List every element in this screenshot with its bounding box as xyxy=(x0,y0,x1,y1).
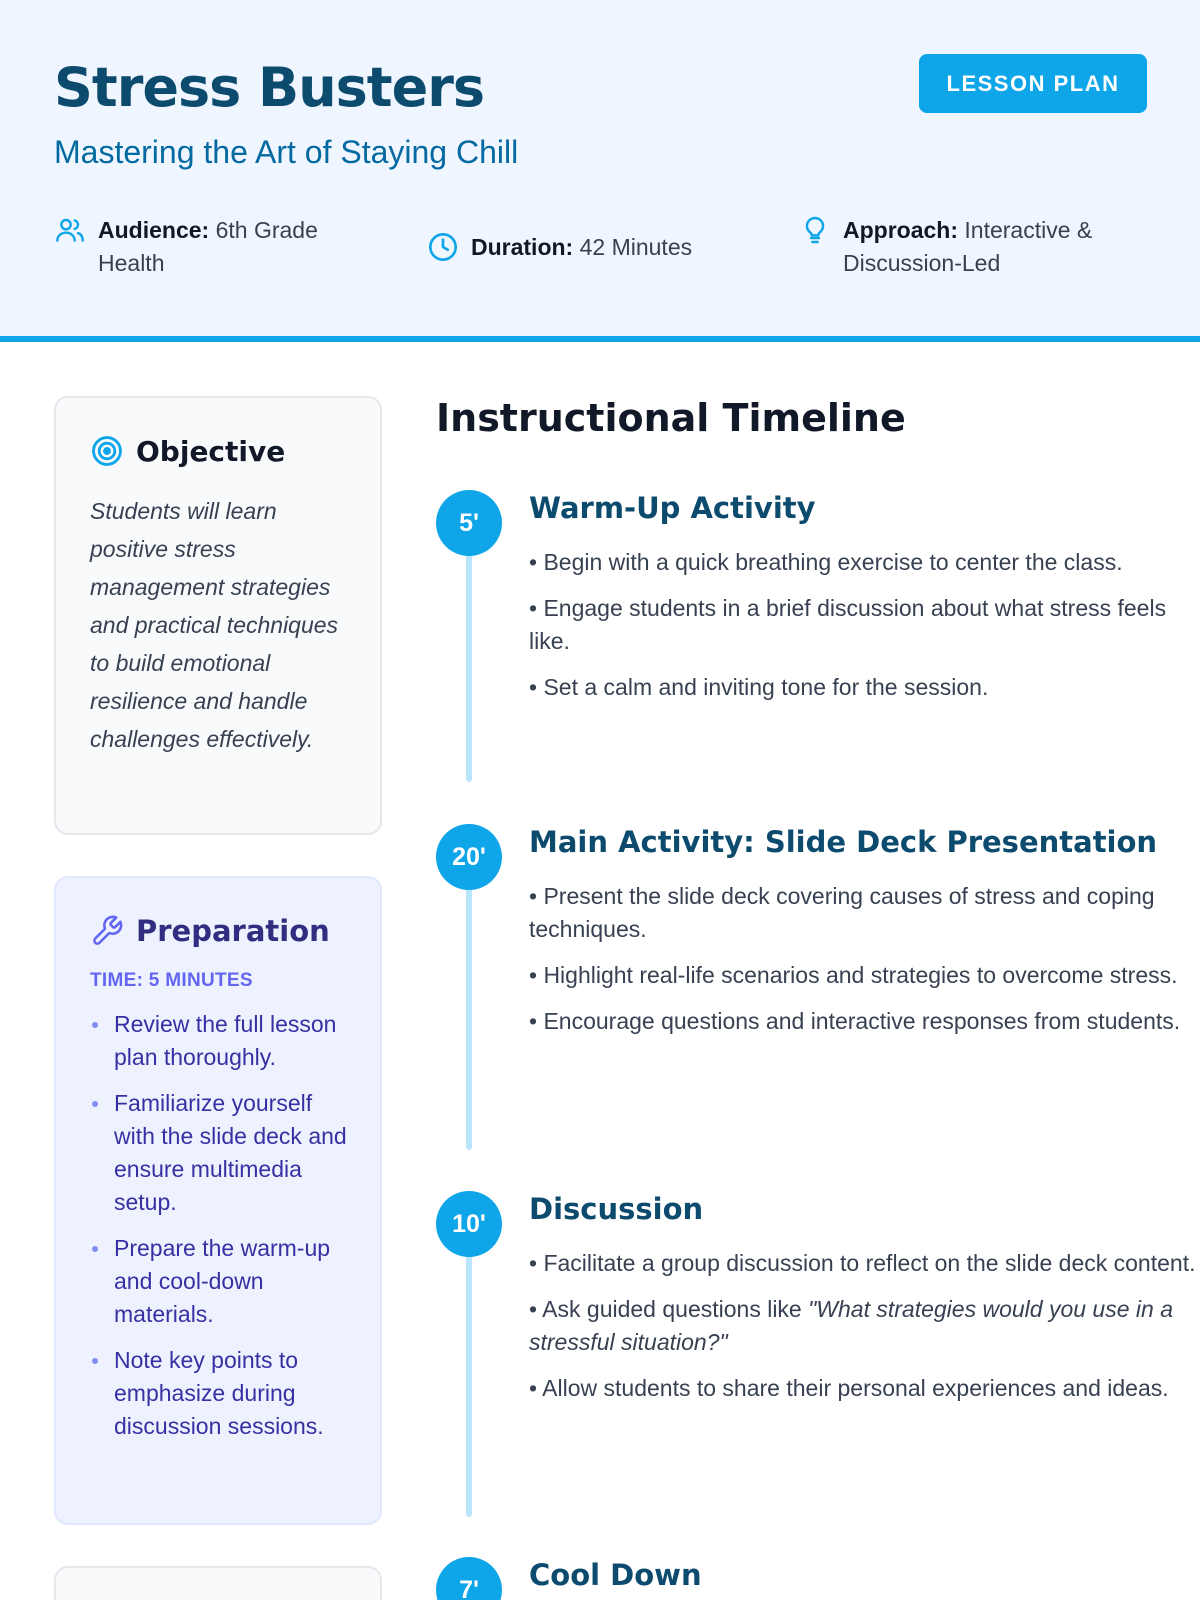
preparation-time: TIME: 5 MINUTES xyxy=(90,970,253,991)
list-item xyxy=(529,1293,1199,1359)
meta-approach xyxy=(799,214,1129,280)
meta-duration xyxy=(427,231,747,264)
list-item: • Facilitate a group discussion to reflect on the slide deck content. xyxy=(529,1250,1196,1276)
page-subtitle: Mastering the Art of Staying Chill xyxy=(54,134,519,170)
preparation-list xyxy=(90,1008,352,1443)
step-title: Discussion xyxy=(529,1192,704,1226)
step-content xyxy=(529,1557,1199,1593)
step-title: Cool Down xyxy=(529,1558,702,1592)
objective-card xyxy=(54,396,382,835)
step-content xyxy=(529,824,1199,1051)
timeline-connector xyxy=(466,884,472,1150)
preparation-header xyxy=(90,914,352,948)
step-list xyxy=(529,546,1199,704)
list-item: Note key points to emphasize during discussion sessions. xyxy=(90,1344,352,1443)
list-item: Familiarize yourself with the slide deck and ensure multimedia setup. xyxy=(90,1087,352,1219)
meta-audience xyxy=(54,214,354,280)
step-title: Main Activity: Slide Deck Presentation xyxy=(529,825,1158,859)
step-duration-badge: 5' xyxy=(436,490,502,556)
objective-header xyxy=(90,434,350,468)
objective-text: Students will learn positive stress management strategies and practical techniques to build emotional resilience and handle challenges effectively. xyxy=(90,498,339,752)
list-item: Review the full lesson plan thoroughly. xyxy=(90,1008,352,1074)
list-item: • Encourage questions and interactive responses from students. xyxy=(529,1008,1181,1034)
objective-title: Objective xyxy=(136,434,286,468)
step-list xyxy=(529,880,1199,1038)
duration-label: Duration: xyxy=(471,234,574,260)
step-list xyxy=(529,1247,1199,1405)
step-duration-badge: 20' xyxy=(436,824,502,890)
timeline-connector xyxy=(466,1251,472,1517)
list-item: Prepare the warm-up and cool-down materials. xyxy=(90,1232,352,1331)
list-item: • Set a calm and inviting tone for the session. xyxy=(529,674,989,700)
duration-value: 42 Minutes xyxy=(579,234,693,260)
timeline-connector xyxy=(466,550,472,782)
step-content xyxy=(529,1191,1199,1418)
example-question: "What strategies would you use in a stressful situation?" xyxy=(529,1296,1173,1355)
approach-label: Approach: xyxy=(843,217,958,243)
clock-icon xyxy=(427,231,459,263)
step-content xyxy=(529,490,1199,717)
wrench-icon xyxy=(90,914,124,948)
list-item: • Allow students to share their personal experiences and ideas. xyxy=(529,1375,1169,1401)
audience-value: 6th Grade Health xyxy=(98,217,318,276)
next-card xyxy=(54,1566,382,1600)
list-item: • Present the slide deck covering causes of stress and coping techniques. xyxy=(529,883,1155,942)
meta-duration-text xyxy=(471,231,692,264)
list-item: • Engage students in a brief discussion about what stress feels like. xyxy=(529,595,1167,654)
list-item-text: • Ask guided questions like xyxy=(529,1296,809,1322)
list-item: • Highlight real-life scenarios and strategies to overcome stress. xyxy=(529,962,1178,988)
users-icon xyxy=(54,214,86,246)
timeline-title: Instructional Timeline xyxy=(436,396,906,440)
preparation-card xyxy=(54,876,382,1525)
header xyxy=(0,0,1200,342)
list-item: • Begin with a quick breathing exercise to center the class. xyxy=(529,549,1123,575)
meta-audience-text xyxy=(98,214,354,280)
step-title: Warm-Up Activity xyxy=(529,491,816,525)
meta-approach-text xyxy=(843,214,1129,280)
step-duration-badge: 10' xyxy=(436,1191,502,1257)
target-icon xyxy=(90,434,124,468)
audience-label: Audience: xyxy=(98,217,210,243)
step-duration-badge: 7' xyxy=(436,1557,502,1600)
lightbulb-icon xyxy=(799,214,831,246)
preparation-title: Preparation xyxy=(136,914,330,948)
approach-value: Interactive & Discussion-Led xyxy=(843,217,1093,276)
lesson-plan-badge: LESSON PLAN xyxy=(919,54,1147,113)
page-title: Stress Busters xyxy=(54,56,484,119)
